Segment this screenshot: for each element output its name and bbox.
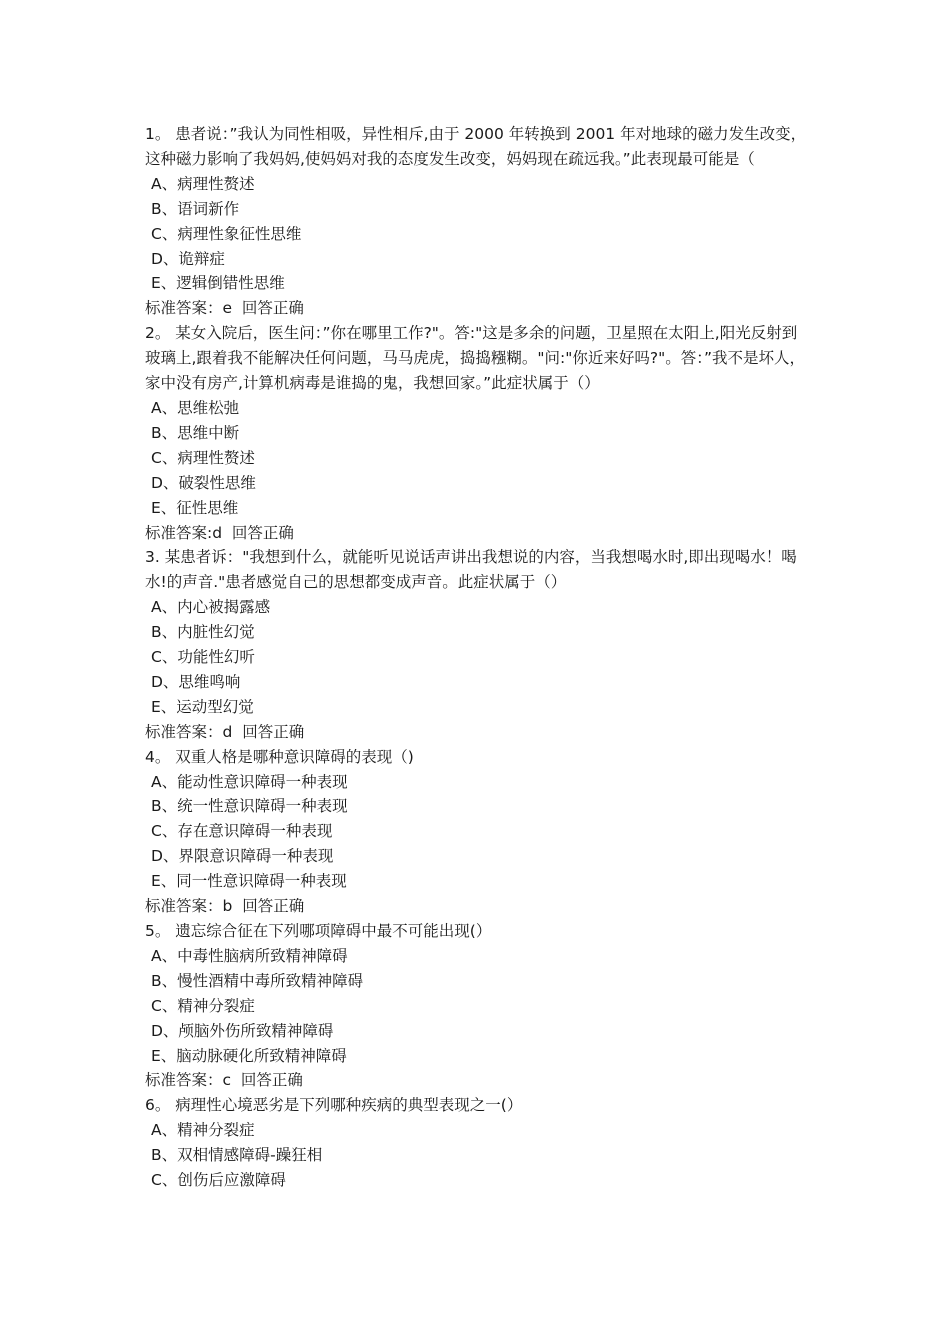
answer-line: 标准答案：c 回答正确 xyxy=(145,1071,303,1090)
answer-line: 标准答案:d 回答正确 xyxy=(145,523,294,542)
option-d: D、界限意识障碍一种表现 xyxy=(151,847,334,866)
question-stem: 6。 病理性心境恶劣是下列哪种疾病的典型表现之一(） xyxy=(145,1096,523,1115)
answer-line: 标准答案：b 回答正确 xyxy=(145,897,305,916)
answer-line: 标准答案：e 回答正确 xyxy=(145,299,304,318)
document-body xyxy=(145,122,810,1193)
option-c: C、创伤后应激障碍 xyxy=(151,1171,286,1190)
option-d: D、思维鸣响 xyxy=(151,672,241,691)
option-b: B、统一性意识障碍一种表现 xyxy=(151,797,348,816)
option-b: B、语词新作 xyxy=(151,199,240,218)
option-e: E、逻辑倒错性思维 xyxy=(151,274,285,293)
question-5 xyxy=(145,919,810,1093)
option-a: A、精神分裂症 xyxy=(151,1121,255,1140)
option-c: C、存在意识障碍一种表现 xyxy=(151,822,333,841)
option-a: A、中毒性脑病所致精神障碍 xyxy=(151,946,348,965)
question-2 xyxy=(145,321,810,545)
option-b: B、思维中断 xyxy=(151,423,240,442)
option-a: A、思维松弛 xyxy=(151,398,240,417)
option-b: B、双相情感障碍-躁狂相 xyxy=(151,1146,323,1165)
option-c: C、病理性象征性思维 xyxy=(151,224,302,243)
option-b: B、内脏性幻觉 xyxy=(151,623,255,642)
option-e: E、运动型幻觉 xyxy=(151,697,254,716)
question-stem: 4。 双重人格是哪种意识障碍的表现（) xyxy=(145,747,414,766)
question-stem: 1。 患者说：”我认为同性相吸，异性相斥,由于 2000 年转换到 2001 年对地球的磁力发生改变，这种磁力影响了我妈妈,使妈妈对我的态度发生改变，妈妈现在疏远我。”此表现最可能是（ xyxy=(145,125,807,168)
question-1 xyxy=(145,122,810,321)
option-a: A、能动性意识障碍一种表现 xyxy=(151,772,348,791)
option-e: E、脑动脉硬化所致精神障碍 xyxy=(151,1046,347,1065)
question-6 xyxy=(145,1093,810,1193)
option-a: A、内心被揭露感 xyxy=(151,598,271,617)
option-d: D、颅脑外伤所致精神障碍 xyxy=(151,1021,334,1040)
option-c: C、功能性幻听 xyxy=(151,648,255,667)
question-3 xyxy=(145,545,810,744)
question-stem: 2。 某女入院后，医生问：”你在哪里工作?"。答:"这是多余的问题，卫星照在太阳上,阳光反射到玻璃上,跟着我不能解决任何问题，马马虎虎，捣捣糨糊。"问:"你近来好吗?"。答：”我不是坏人，家中没有房产,计算机病毒是谁捣的鬼，我想回家。”此症状属于（） xyxy=(145,324,806,393)
option-e: E、征性思维 xyxy=(151,498,239,517)
option-a: A、病理性赘述 xyxy=(151,174,255,193)
option-d: D、诡辩症 xyxy=(151,249,225,268)
option-b: B、慢性酒精中毒所致精神障碍 xyxy=(151,971,364,990)
question-stem: 5。 遗忘综合征在下列哪项障碍中最不可能出现(） xyxy=(145,922,492,940)
question-4 xyxy=(145,745,810,919)
option-c: C、精神分裂症 xyxy=(151,996,255,1015)
question-stem: 3. 某患者诉："我想到什么，就能听见说话声讲出我想说的内容，当我想喝水时,即出现喝水！喝水!的声音."患者感觉自己的思想都变成声音。此症状属于（） xyxy=(145,548,797,592)
option-e: E、同一性意识障碍一种表现 xyxy=(151,872,347,891)
option-d: D、破裂性思维 xyxy=(151,473,256,492)
option-c: C、病理性赘述 xyxy=(151,448,255,467)
answer-line: 标准答案：d 回答正确 xyxy=(145,722,305,741)
